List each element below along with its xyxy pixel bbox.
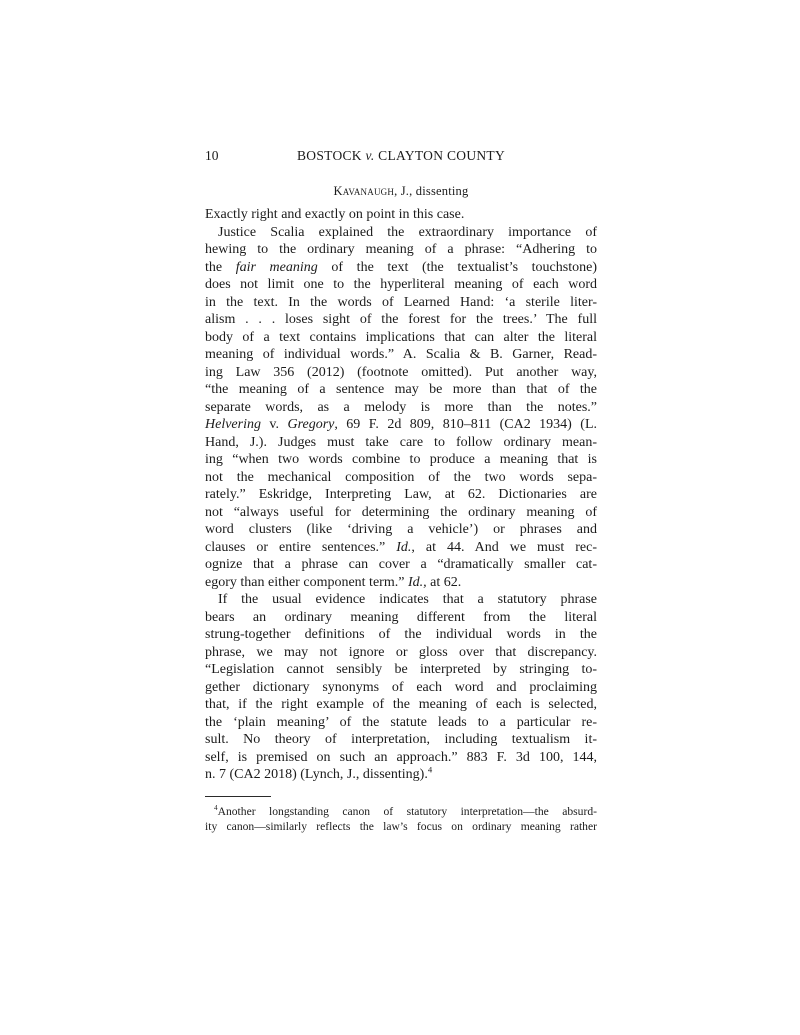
page-number: 10 xyxy=(205,148,219,163)
body-line: ing Law 356 (2012) (footnote omitted). Put another way, xyxy=(205,364,597,380)
opinion-byline: Kavanaugh, J., dissenting xyxy=(333,184,469,198)
body-line: self, is premised on such an approach.” 883 F. 3d 100, 144, xyxy=(205,749,597,765)
body-line: n. 7 (CA2 2018) (Lynch, J., dissenting).$^4$ xyxy=(205,764,433,782)
footnote xyxy=(205,804,597,834)
body-line: the ‘plain meaning’ of the statute leads to a particular re- xyxy=(205,714,597,730)
body-line: ognize that a phrase can cover a “dramatically smaller cat- xyxy=(205,557,597,572)
text-column xyxy=(205,148,597,834)
body-line: ing “when two words combine to produce a meaning that is xyxy=(205,452,597,467)
body-line: strung-together definitions of the individual words in the xyxy=(205,627,597,642)
opinion-body xyxy=(205,206,597,784)
body-line: phrase, we may not ignore or gloss over that discrepancy. xyxy=(205,644,597,660)
footnote-separator xyxy=(205,796,271,797)
body-line: separate words, as a melody is more than the notes.” xyxy=(205,399,597,415)
body-line: Hand, J.). Judges must take care to follow ordinary mean- xyxy=(205,434,597,450)
body-line: in the text. In the words of Learned Hand: ‘a sterile liter- xyxy=(205,294,597,310)
body-line: Justice Scalia explained the extraordinary importance of xyxy=(218,224,597,240)
running-header xyxy=(205,148,597,164)
body-line: not “always useful for determining the ordinary meaning of xyxy=(205,504,597,520)
body-line: bears an ordinary meaning different from the literal xyxy=(205,609,597,625)
body-line: gether dictionary synonyms of each word and proclaiming xyxy=(205,679,597,695)
body-line: meaning of individual words.” A. Scalia & B. Garner, Read- xyxy=(205,347,597,362)
footnote-line: ity canon—similarly reflects the law’s focus on ordinary meaning rather xyxy=(205,819,597,833)
body-line: word clusters (like ‘driving a vehicle’) or phrases and xyxy=(205,522,597,537)
body-line: egory than either component term.” Id., at 62. xyxy=(205,574,462,590)
body-line: If the usual evidence indicates that a statutory phrase xyxy=(218,592,597,607)
body-line: hewing to the ordinary meaning of a phrase: “Adhering to xyxy=(205,242,597,257)
body-line: clauses or entire sentences.” Id., at 44. And we must rec- xyxy=(205,539,597,555)
body-line: does not limit one to the hyperliteral meaning of each word xyxy=(205,277,597,292)
body-line: rately.” Eskridge, Interpreting Law, at 62. Dictionaries are xyxy=(205,487,597,502)
body-line: “Legislation cannot sensibly be interpreted by stringing to- xyxy=(205,662,597,677)
footnote-line: $^4$Another longstanding canon of statutory interpretation—the absurd- xyxy=(214,803,597,818)
case-title: BOSTOCK v. CLAYTON COUNTY xyxy=(296,148,506,163)
body-line: sult. No theory of interpretation, including textualism it- xyxy=(205,732,597,747)
body-line: “the meaning of a sentence may be more than that of the xyxy=(205,382,597,397)
body-line: that, if the right example of the meaning of each is selected, xyxy=(205,697,597,712)
body-line: Helvering v. Gregory, 69 F. 2d 809, 810–811 (CA2 1934) (L. xyxy=(205,417,597,432)
body-line: body of a text contains implications that can alter the literal xyxy=(205,329,597,345)
body-line: the fair meaning of the text (the textualist’s touchstone) xyxy=(205,259,597,275)
body-line: not the mechanical composition of the two words sepa- xyxy=(205,469,597,485)
body-line: Exactly right and exactly on point in this case. xyxy=(205,207,465,222)
body-line: alism . . . loses sight of the forest for the trees.’ The full xyxy=(205,312,597,327)
